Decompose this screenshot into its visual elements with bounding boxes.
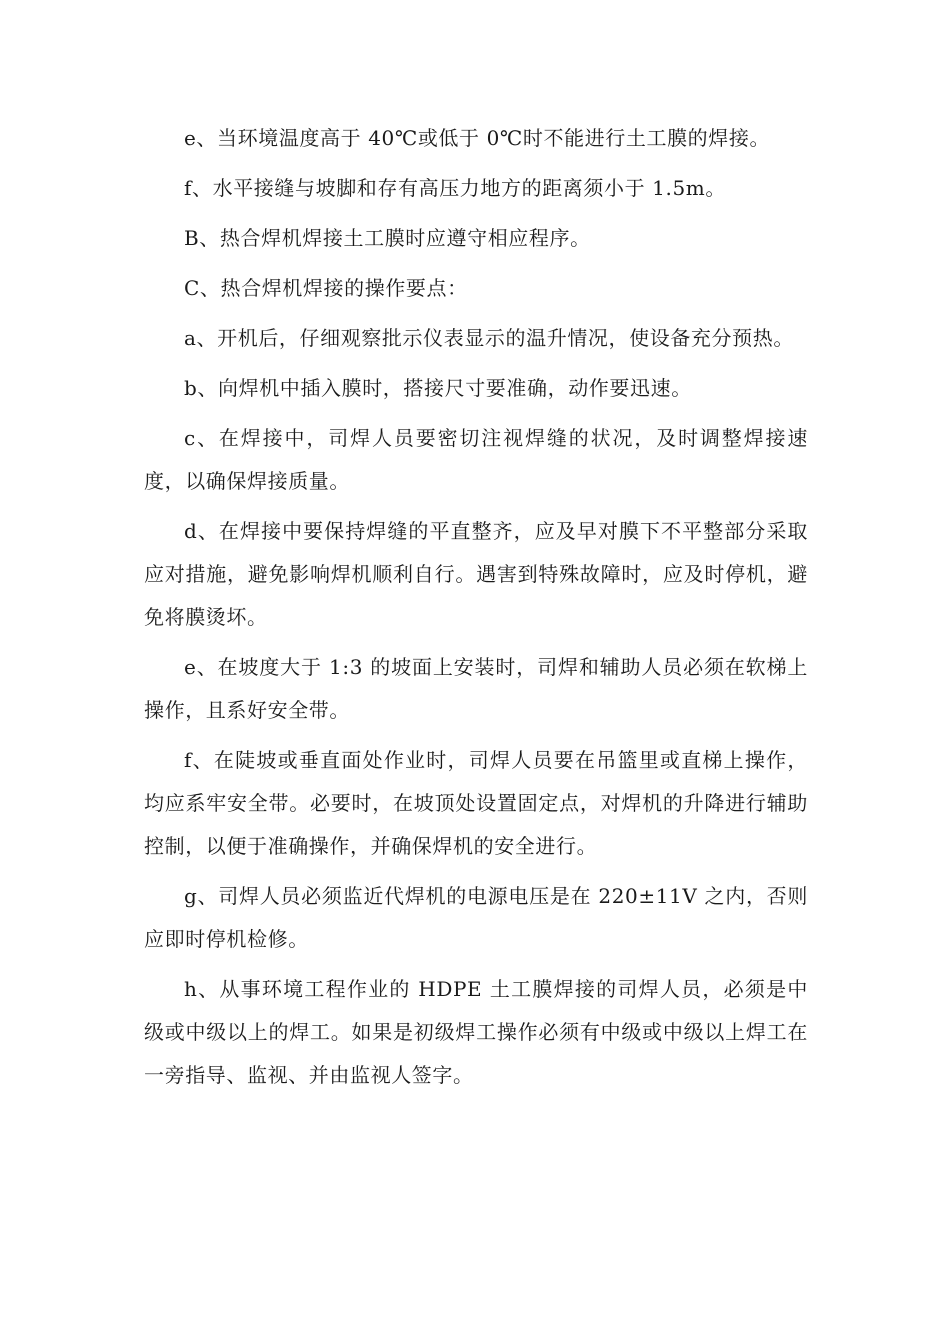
paragraph-a-preheat: a、开机后，仔细观察批示仪表显示的温升情况，使设备充分预热。 [184,326,794,350]
paragraph-h-welder-grade: h、从事环境工程作业的 HDPE 土工膜焊接的司焊人员，必须是中级或中级以上的焊工。如果是初级焊工操作必须有中级或中级以上焊工在一旁指导、监视、并由监视人签字。 [144,977,808,1087]
paragraph-b-procedure: B、热合焊机焊接土工膜时应遵守相应程序。 [184,226,591,250]
paragraph-c-key-points: C、热合焊机焊接的操作要点： [184,276,468,300]
paragraph-b-insert-membrane: b、向焊机中插入膜时，搭接尺寸要准确，动作要迅速。 [184,376,692,400]
document-body [144,117,808,1104]
paragraph-e-slope-install: e、在坡度大于 1:3 的坡面上安装时，司焊和辅助人员必须在软梯上操作，且系好安全带。 [144,655,808,722]
paragraph-d-straight-seam: d、在焊接中要保持焊缝的平直整齐，应及早对膜下不平整部分采取应对措施，避免影响焊机顺利自行。遇害到特殊故障时，应及时停机，避免将膜烫坏。 [144,519,808,629]
paragraph-f-seam-distance: f、水平接缝与坡脚和存有高压力地方的距离须小于 1.5m。 [184,176,726,200]
paragraph-c-weld-quality: c、在焊接中，司焊人员要密切注视焊缝的状况，及时调整焊接速度，以确保焊接质量。 [144,426,808,493]
paragraph-e-temperature: e、当环境温度高于 40℃或低于 0℃时不能进行土工膜的焊接。 [184,126,771,150]
paragraph-f-steep-slope: f、在陡坡或垂直面处作业时，司焊人员要在吊篮里或直梯上操作，均应系牢安全带。必要时，在坡顶处设置固定点，对焊机的升降进行辅助控制，以便于准确操作，并确保焊机的安全进行。 [144,748,808,858]
paragraph-g-voltage: g、司焊人员必须监近代焊机的电源电压是在 220±11V 之内，否则应即时停机检修。 [144,884,808,951]
